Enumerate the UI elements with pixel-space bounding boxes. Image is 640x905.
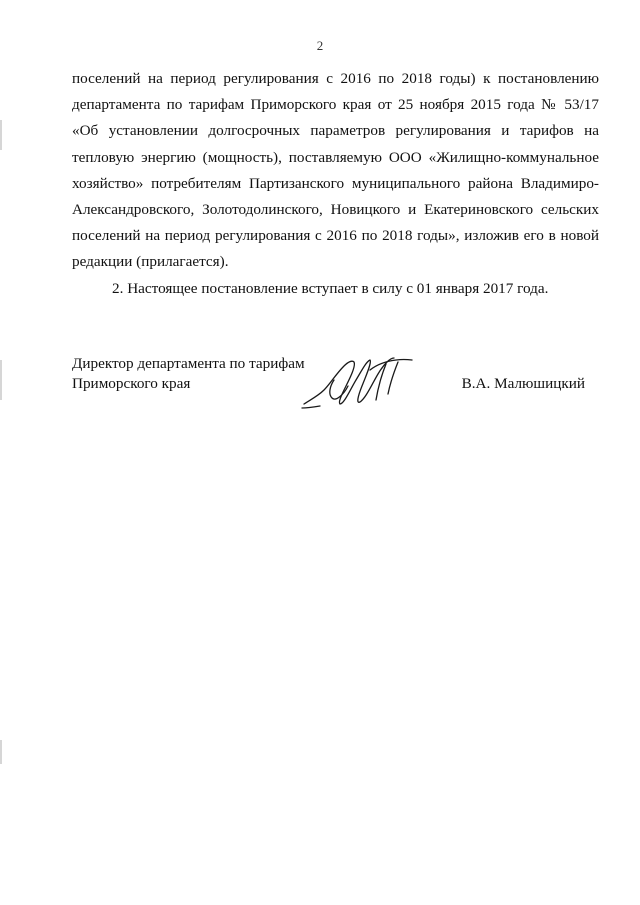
body-line: поселений на период регулирования с 2016 по 2018 годы», изложив его в новой bbox=[72, 227, 599, 245]
scan-edge-mark bbox=[0, 120, 2, 150]
body-line: хозяйство» потребителям Партизанского муниципального района Владимиро- bbox=[72, 174, 599, 192]
body-line: редакции (прилагается). bbox=[72, 253, 229, 271]
body-line: поселений на период регулирования с 2016 по 2018 годы) к постановлению bbox=[72, 70, 599, 87]
body-line: Александровского, Золотодолинского, Новицкого и Екатериновского сельских bbox=[72, 201, 599, 219]
signatory-title-line2: Приморского края bbox=[72, 375, 191, 392]
body-line: тепловую энергию (мощность), поставляемую ООО «Жилищно-коммунальное bbox=[72, 148, 599, 166]
paragraph-2: 2. Настоящее постановление вступает в силу с 01 января 2017 года. bbox=[112, 279, 549, 297]
body-line: департамента по тарифам Приморского края от 25 ноября 2015 года № 53/17 bbox=[72, 96, 599, 114]
handwritten-signature-icon bbox=[300, 350, 420, 414]
signatory-title-line1: Директор департамента по тарифам bbox=[72, 355, 305, 372]
document-body bbox=[72, 66, 599, 302]
page-number: 2 bbox=[316, 38, 324, 53]
signature-block bbox=[72, 354, 599, 414]
body-line: «Об установлении долгосрочных параметров регулирования и тарифов на bbox=[72, 122, 599, 140]
scan-edge-mark bbox=[0, 360, 2, 400]
signatory-name: В.А. Малюшицкий bbox=[461, 375, 585, 392]
scan-edge-mark bbox=[0, 740, 2, 764]
